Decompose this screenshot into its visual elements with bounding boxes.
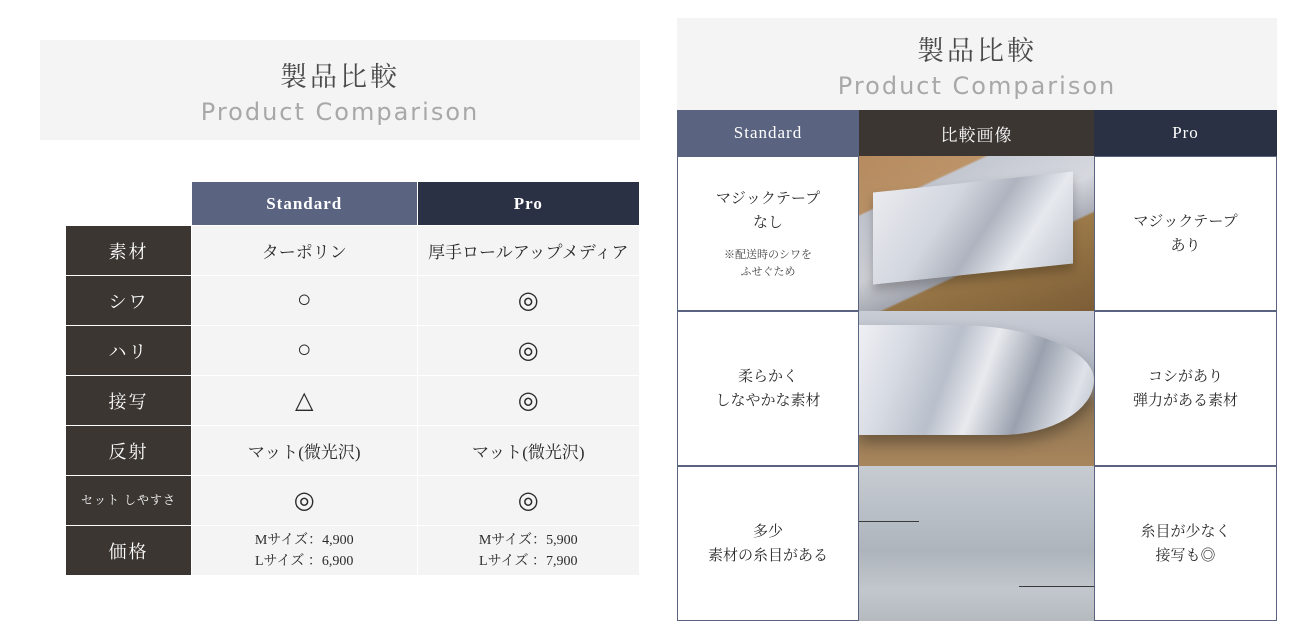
cell-standard-stiffness: ○	[191, 326, 417, 376]
right-cell-standard-weave	[677, 466, 859, 621]
table-row	[66, 376, 640, 426]
cell-standard-wrinkle: ○	[191, 276, 417, 326]
right-cell-pro-velcro-line2: あり	[1170, 237, 1201, 254]
right-column-header-standard: Standard	[677, 110, 859, 156]
left-comparison-table	[65, 181, 640, 576]
cell-standard-reflection: マット(微光沢)	[191, 426, 417, 476]
right-cell-pro-weave	[1094, 466, 1277, 621]
cell-pro-price	[417, 526, 639, 576]
curled-media-sheet-photo	[859, 311, 1094, 466]
row-label-reflection: 反射	[66, 426, 192, 476]
table-row	[66, 426, 640, 476]
row-label-wrinkle: シワ	[66, 276, 192, 326]
cell-pro-setup: ◎	[417, 476, 639, 526]
row-label-price: 価格	[66, 526, 192, 576]
right-cell-standard-velcro	[677, 156, 859, 311]
column-header-standard: Standard	[191, 182, 417, 226]
right-cell-standard-velcro-note1: ※配送時のシワを	[724, 249, 812, 261]
fabric-weave-closeup-photo	[859, 466, 1094, 621]
row-label-stiffness: ハリ	[66, 326, 192, 376]
table-header-row	[66, 182, 640, 226]
right-cell-standard-texture-line1: 柔らかく	[737, 368, 798, 385]
left-title-en: Product Comparison	[200, 97, 480, 126]
right-column-header-image: 比較画像	[859, 110, 1094, 156]
right-cell-pro-texture	[1094, 311, 1277, 466]
cell-standard-price-l: Lサイズ ：6,900	[255, 553, 354, 569]
right-cell-standard-velcro-line1: マジックテープ	[715, 191, 821, 207]
right-cell-standard-weave-line1: 多少	[752, 523, 783, 540]
cell-standard-price-m: Mサイズ：4,900	[254, 532, 354, 548]
right-cell-standard-weave-line2: 素材の糸目がある	[707, 547, 828, 564]
right-panel-header	[677, 18, 1277, 110]
right-cell-pro-velcro-line1: マジックテープ	[1133, 213, 1238, 230]
right-title-jp: 製品比較	[917, 35, 1037, 66]
right-cell-standard-velcro-line2: なし	[752, 215, 783, 231]
annotation-leader-line-bottom	[1019, 586, 1094, 587]
cell-standard-price	[191, 526, 417, 576]
annotation-leader-line-top	[859, 521, 919, 522]
table-row	[66, 326, 640, 376]
cell-pro-reflection: マット(微光沢)	[417, 426, 639, 476]
right-column-header-pro: Pro	[1094, 110, 1277, 156]
right-cell-pro-velcro	[1094, 156, 1277, 311]
table-row	[66, 276, 640, 326]
cell-standard-material: ターポリン	[191, 226, 417, 276]
right-table-row	[677, 156, 1277, 311]
row-label-setup	[66, 476, 192, 526]
right-cell-pro-texture-line2: 弾力がある素材	[1132, 392, 1238, 409]
cell-pro-closeup: ◎	[417, 376, 639, 426]
cell-pro-stiffness: ◎	[417, 326, 639, 376]
right-cell-pro-texture-line1: コシがあり	[1147, 368, 1223, 385]
right-table-row	[677, 311, 1277, 466]
cell-standard-closeup: △	[191, 376, 417, 426]
cell-pro-wrinkle: ◎	[417, 276, 639, 326]
right-cell-pro-weave-line2: 接写も◎	[1155, 547, 1216, 564]
right-table-row	[677, 466, 1277, 621]
row-label-setup-line1: セット	[80, 493, 120, 508]
rolled-media-on-table-photo	[859, 156, 1094, 311]
right-table-header-row	[677, 110, 1277, 156]
table-row	[66, 476, 640, 526]
cell-pro-material: 厚手ロールアップメディア	[417, 226, 639, 276]
left-panel-header	[40, 40, 640, 140]
right-cell-standard-velcro-note2: ふせぐため	[740, 265, 796, 278]
cell-standard-setup: ◎	[191, 476, 417, 526]
cell-pro-price-l: Lサイズ ：7,900	[479, 553, 578, 569]
left-comparison-panel	[40, 40, 640, 569]
row-label-setup-line2: しやすさ	[123, 493, 176, 508]
right-cell-standard-texture	[677, 311, 859, 466]
table-row	[66, 526, 640, 576]
row-label-material: 素材	[66, 226, 192, 276]
right-cell-standard-texture-line2: しなやかな素材	[715, 392, 821, 409]
row-label-closeup: 接写	[66, 376, 192, 426]
table-row	[66, 226, 640, 276]
right-cell-pro-weave-line1: 糸目が少なく	[1140, 523, 1231, 540]
right-title-en: Product Comparison	[837, 71, 1117, 100]
cell-pro-price-m: Mサイズ：5,900	[478, 532, 578, 548]
left-title-jp: 製品比較	[280, 61, 400, 92]
table-corner-cell	[66, 182, 192, 226]
right-comparison-panel	[677, 18, 1277, 618]
column-header-pro: Pro	[417, 182, 639, 226]
